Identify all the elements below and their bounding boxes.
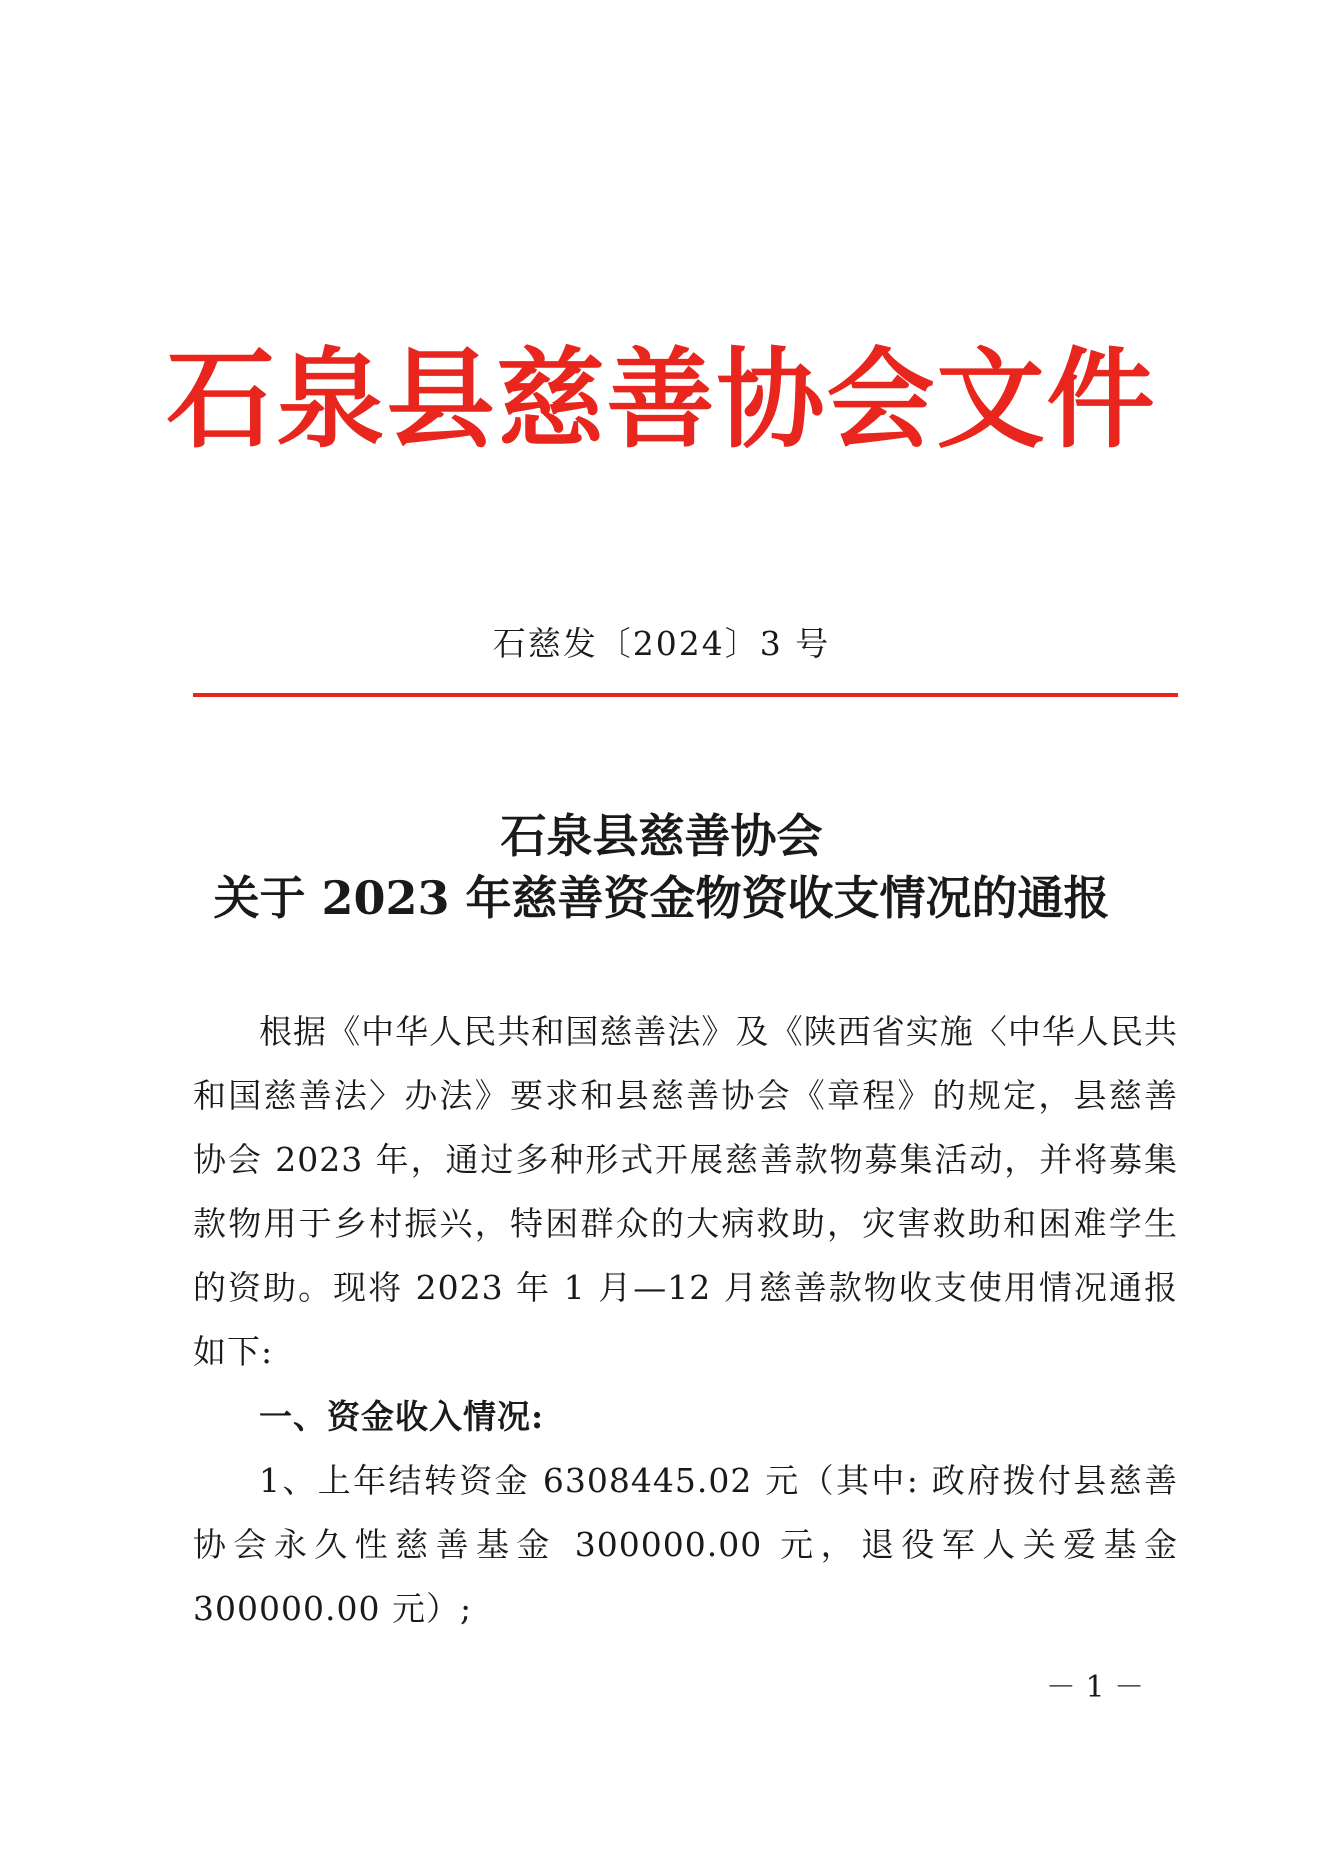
notice-title-line-2: 关于 2023 年慈善资金物资收支情况的通报 — [213, 871, 1110, 925]
income-item-1: 1、上年结转资金 6308445.02 元（其中: 政府拨付县慈善协会永久性慈善基金 300000.00 元，退役军人关爱基金 300000.00 元）; — [193, 1461, 1178, 1628]
intro-paragraph: 根据《中华人民共和国慈善法》及《陕西省实施〈中华人民共和国慈善法〉办法》要求和县慈善协会《章程》的规定，县慈善协会 2023 年，通过多种形式开展慈善款物募集活动，并将募集款物用于乡村振兴，特困群众的大病救助，灾害救助和困难学生的资助。现将 2023 年 1 月—12 月慈善款物收支使用情况通报如下: — [193, 1012, 1178, 1371]
document-number: 石慈发〔2024〕3 号 — [492, 624, 831, 663]
section-heading-income: 一、资金收入情况: — [259, 1397, 545, 1436]
document-header-title: 石泉县慈善协会文件 — [166, 337, 1157, 463]
red-divider — [193, 693, 1178, 697]
page-number: － 1 － — [1045, 1670, 1145, 1705]
notice-title-line-1: 石泉县慈善协会 — [500, 809, 823, 863]
